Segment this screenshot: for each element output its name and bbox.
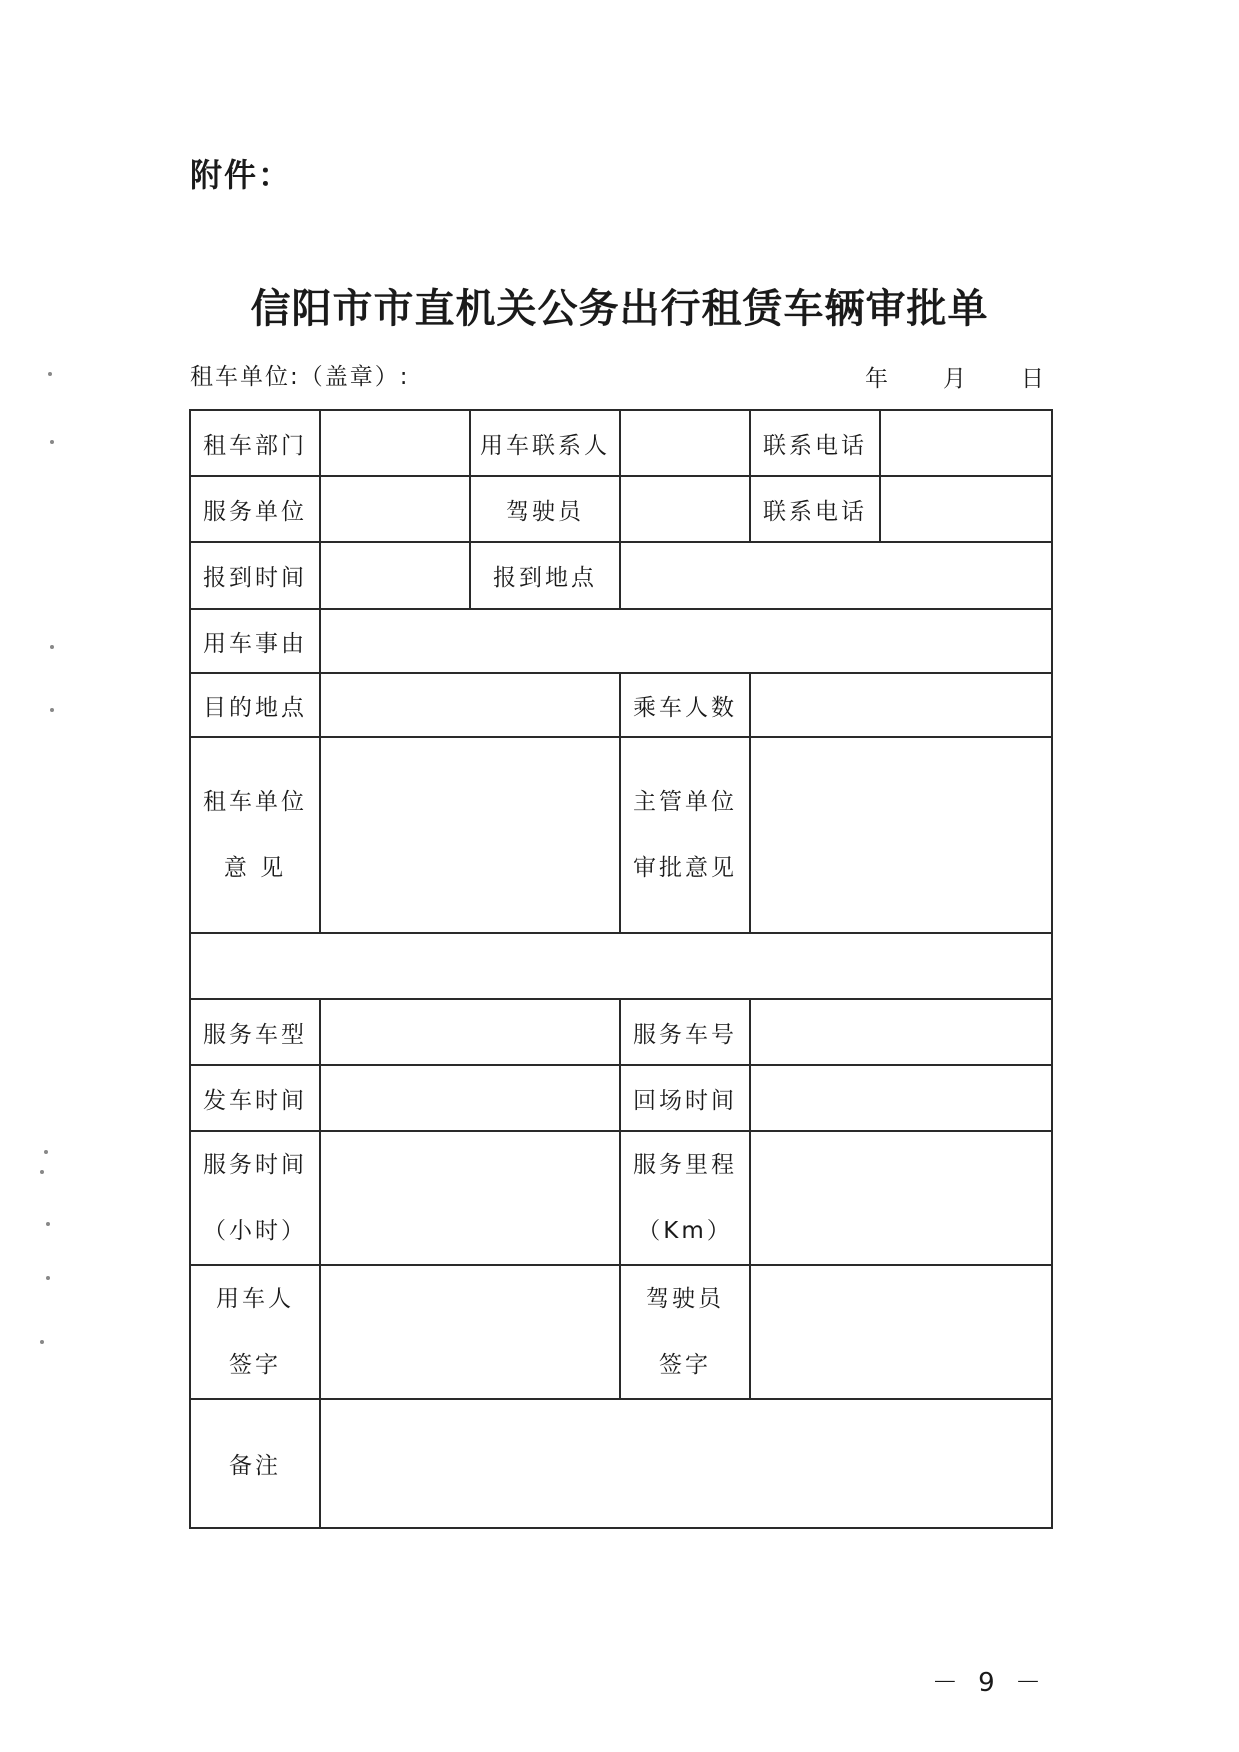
scan-speck (40, 1170, 44, 1174)
label-driver: 驾驶员 (470, 476, 620, 542)
label-line: 服务时间 (203, 1152, 307, 1178)
field-service-hours[interactable] (320, 1131, 620, 1265)
table-row (190, 933, 1052, 999)
table-row (190, 1131, 1052, 1265)
field-reason[interactable] (320, 609, 1052, 673)
field-driver[interactable] (620, 476, 750, 542)
field-user-sign[interactable] (320, 1265, 620, 1399)
scan-speck (50, 708, 54, 712)
table-row (190, 1265, 1052, 1399)
date-month: 月 (943, 366, 966, 392)
field-rent-dept[interactable] (320, 410, 470, 476)
scan-speck (46, 1276, 50, 1280)
date-year: 年 (865, 366, 888, 392)
scan-speck (44, 1150, 48, 1154)
scan-speck (50, 645, 54, 649)
label-service-mileage (620, 1131, 750, 1265)
field-destination[interactable] (320, 673, 620, 737)
field-vehicle-number[interactable] (750, 999, 1052, 1065)
table-row (190, 673, 1052, 737)
label-line: 签字 (229, 1352, 281, 1378)
table-row (190, 1065, 1052, 1131)
table-row (190, 476, 1052, 542)
label-reason: 用车事由 (190, 609, 320, 673)
label-line: （小时） (203, 1218, 307, 1244)
label-destination: 目的地点 (190, 673, 320, 737)
approval-form-table (189, 409, 1053, 1529)
label-rent-unit-opinion (190, 737, 320, 933)
field-remarks[interactable] (320, 1399, 1052, 1528)
date-day: 日 (1021, 366, 1044, 392)
field-report-place[interactable] (620, 542, 1052, 609)
table-row (190, 737, 1052, 933)
scan-speck (46, 1222, 50, 1226)
field-vehicle-type[interactable] (320, 999, 620, 1065)
field-return-time[interactable] (750, 1065, 1052, 1131)
field-depart-time[interactable] (320, 1065, 620, 1131)
label-rent-dept: 租车部门 (190, 410, 320, 476)
field-service-mileage[interactable] (750, 1131, 1052, 1265)
label-remarks: 备注 (190, 1399, 320, 1528)
table-row (190, 609, 1052, 673)
label-vehicle-number: 服务车号 (620, 999, 750, 1065)
label-return-time: 回场时间 (620, 1065, 750, 1131)
label-service-hours (190, 1131, 320, 1265)
field-driver-sign[interactable] (750, 1265, 1052, 1399)
label-phone-1: 联系电话 (750, 410, 880, 476)
label-driver-sign (620, 1265, 750, 1399)
label-report-place: 报到地点 (470, 542, 620, 609)
label-passengers: 乘车人数 (620, 673, 750, 737)
label-line: 租车单位 (203, 789, 307, 815)
scan-speck (40, 1340, 44, 1344)
blank-separator-row (190, 933, 1052, 999)
field-phone-2[interactable] (880, 476, 1052, 542)
attachment-label: 附件： (190, 156, 293, 194)
field-contact-person[interactable] (620, 410, 750, 476)
scan-speck (50, 440, 54, 444)
label-user-sign (190, 1265, 320, 1399)
label-line: （Km） (637, 1218, 733, 1244)
field-report-time[interactable] (320, 542, 470, 609)
field-rent-unit-opinion[interactable] (320, 737, 620, 933)
page-number: － 9 － (931, 1668, 1047, 1698)
label-line: 签字 (659, 1352, 711, 1378)
table-row (190, 1399, 1052, 1528)
label-supervisor-opinion (620, 737, 750, 933)
field-service-unit[interactable] (320, 476, 470, 542)
scan-speck (48, 372, 52, 376)
label-vehicle-type: 服务车型 (190, 999, 320, 1065)
label-depart-time: 发车时间 (190, 1065, 320, 1131)
label-line: 审批意见 (633, 855, 737, 881)
label-phone-2: 联系电话 (750, 476, 880, 542)
field-passengers[interactable] (750, 673, 1052, 737)
label-line: 意 见 (223, 855, 287, 881)
table-row (190, 999, 1052, 1065)
label-report-time: 报到时间 (190, 542, 320, 609)
form-title: 信阳市市直机关公务出行租赁车辆审批单 (250, 285, 989, 332)
label-line: 驾驶员 (646, 1286, 724, 1312)
label-contact-person: 用车联系人 (470, 410, 620, 476)
label-line: 用车人 (216, 1286, 294, 1312)
table-row (190, 410, 1052, 476)
label-line: 服务里程 (633, 1152, 737, 1178)
label-service-unit: 服务单位 (190, 476, 320, 542)
date-line (865, 360, 1044, 393)
field-phone-1[interactable] (880, 410, 1052, 476)
field-supervisor-opinion[interactable] (750, 737, 1052, 933)
label-line: 主管单位 (633, 789, 737, 815)
rent-unit-stamp-label: 租车单位:（盖章）: (190, 364, 410, 390)
table-row (190, 542, 1052, 609)
